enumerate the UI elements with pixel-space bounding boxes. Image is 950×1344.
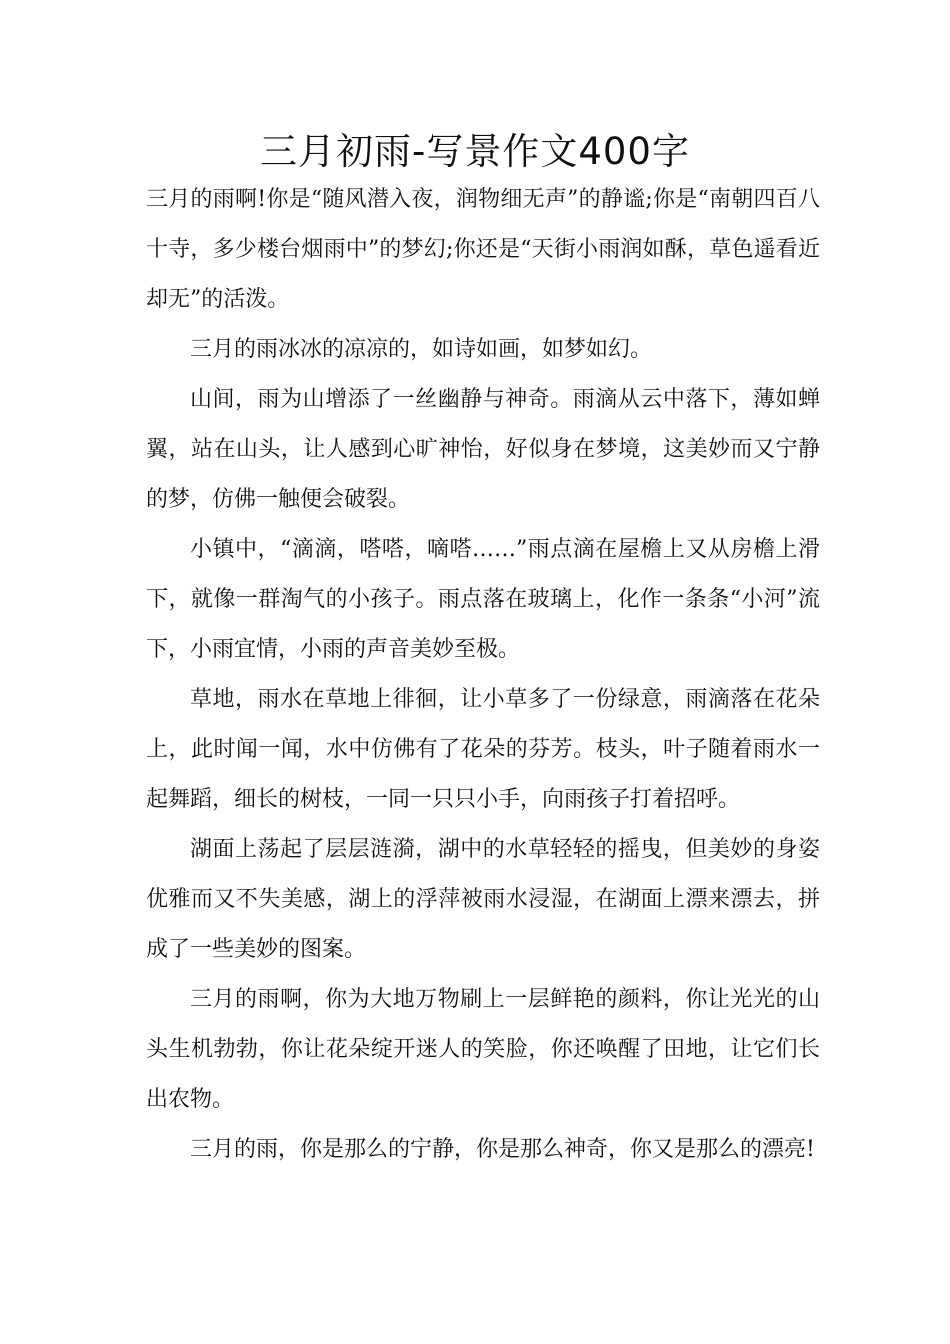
- paragraph-2: 三月的雨冰冰的凉凉的，如诗如画，如梦如幻。: [190, 337, 653, 362]
- paragraph-6: 湖面上荡起了层层涟漪，湖中的水草轻轻的摇曳，但美妙的身姿优雅而又不失美感，湖上的浮萍被雨水浸湿，在湖面上漂来漂去，拼成了一些美妙的图案。: [146, 837, 820, 962]
- paragraph-8: 三月的雨，你是那么的宁静，你是那么神奇，你又是那么的漂亮!: [190, 1137, 815, 1162]
- paragraph-3: 山间，雨为山增添了一丝幽静与神奇。雨滴从云中落下，薄如蝉翼，站在山头，让人感到心旷神怡，好似身在梦境，这美妙而又宁静的梦，仿佛一触便会破裂。: [146, 387, 820, 512]
- document-title: 三月初雨-写景作文400字: [260, 130, 690, 173]
- paragraph-5: 草地，雨水在草地上徘徊，让小草多了一份绿意，雨滴落在花朵上，此时闻一闻，水中仿佛有了花朵的芬芳。枝头，叶子随着雨水一起舞蹈，细长的树枝，一同一只只小手，向雨孩子打着招呼。: [146, 687, 820, 812]
- document-body: [146, 175, 820, 1175]
- paragraph-4: 小镇中，“滴滴，嗒嗒，嘀嗒……”雨点滴在屋檐上又从房檐上滑下，就像一群淘气的小孩子。雨点落在玻璃上，化作一条条“小河”流下，小雨宜情，小雨的声音美妙至极。: [146, 537, 820, 662]
- paragraph-intro: 三月的雨啊!你是“随风潜入夜，润物细无声”的静谧;你是“南朝四百八十寺，多少楼台烟雨中”的梦幻;你还是“天街小雨润如酥，草色遥看近却无”的活泼。: [146, 187, 820, 312]
- paragraph-7: 三月的雨啊，你为大地万物刷上一层鲜艳的颜料，你让光光的山头生机勃勃，你让花朵绽开迷人的笑脸，你还唤醒了田地，让它们长出农物。: [146, 987, 820, 1112]
